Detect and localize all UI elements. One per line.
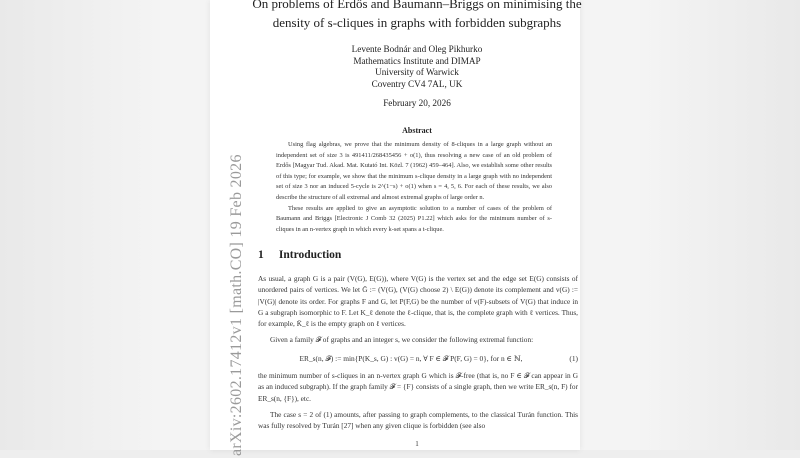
body-paragraph: the minimum number of s-cliques in an n-vertex graph G which is 𝓕-free (that is, no F ∈ 𝓕 can appear in G as an induced subgraph). If the graph family 𝓕 = {F} consists of a single graph, then we write ER_s(n, F) for ER_s(n, {F}), etc. <box>258 371 578 403</box>
author-names: Levente Bodnár and Oleg Pikhurko <box>351 44 483 54</box>
paper-date: February 20, 2026 <box>383 98 451 108</box>
paper-title: On problems of Erdős and Baumann–Briggs on minimising the density of s-cliques in graphs with forbidden subgraphs <box>252 0 582 30</box>
page-number: 1 <box>415 440 419 448</box>
equation-number: (1) <box>569 353 578 363</box>
body-paragraph: As usual, a graph G is a pair (V(G), E(G)), where V(G) is the vertex set and the edge set E(G) consists of unordered pairs of vertices. We let Ḡ := (V(G), (V(G) choose 2) \ E(G)) denote its complement and v(G) := |V(G)| denote its order. For graphs F and G, let P(F,G) be the number of v(F)-subsets of V(G) that induce in G a subgraph isomorphic to F. Let K_ℓ denote the ℓ-clique, that is, the complete graph with ℓ vertices. Thus, for example, K̄_ℓ is the empty graph on ℓ vertices. <box>258 274 578 329</box>
body-paragraph: Given a family 𝓕 of graphs and an integer s, we consider the following extremal function: <box>270 335 534 345</box>
abstract-paragraph: These results are applied to give an asymptotic solution to a number of cases of the problem of Baumann and Briggs [Electronic J Comb 32 (2025) P1.22] which asks for the minimum number of s-cliques in an n-vertex graph in which every k-set spans a t-clique. <box>276 204 552 233</box>
author-address: Coventry CV4 7AL, UK <box>371 78 463 89</box>
body-text <box>258 273 578 437</box>
arxiv-identifier-text: arXiv:2602.17412v1 [math.CO] 19 Feb 2026 <box>228 154 245 456</box>
arxiv-identifier-stamp <box>228 78 245 458</box>
equation-text: ER_s(n, 𝓕) := min{P(K_s, G) : v(G) = n, ∀ F ∈ 𝓕 P(F, G) = 0}, for n ∈ ℕ, <box>299 353 523 363</box>
body-paragraph: The case s = 2 of (1) amounts, after passing to graph complements, to the classical Turán function. This was fully resolved by Turán [27] when any given clique is forbidden (see also <box>258 409 578 431</box>
author-institute: Mathematics Institute and DIMAP <box>353 55 481 66</box>
abstract-body <box>276 140 552 235</box>
section-number: 1 <box>258 249 264 261</box>
section-heading <box>258 249 578 261</box>
abstract-heading: Abstract <box>402 126 432 135</box>
abstract-paragraph: Using flag algebras, we prove that the minimum density of 8-cliques in a large graph without an independent set of size 3 is 491411/268435456 + o(1), thus resolving a new case of an old problem of Erdős [Magyar Tud. Akad. Mat. Kutató Int. Közl. 7 (1962) 459–464]. Also, we establish some other results of this type; for example, we show that the minimum s-clique density in a large graph with no independent set of size 3 nor an induced 5-cycle is 2^(1−s) + o(1) when s = 4, 5, 6. For each of these results, we also describe the structure of all extremal and almost extremal graphs of large order n. <box>276 141 552 201</box>
section-title: Introduction <box>278 249 342 261</box>
equation-block <box>258 351 578 370</box>
author-block <box>262 44 572 90</box>
author-university: University of Warwick <box>375 67 459 77</box>
